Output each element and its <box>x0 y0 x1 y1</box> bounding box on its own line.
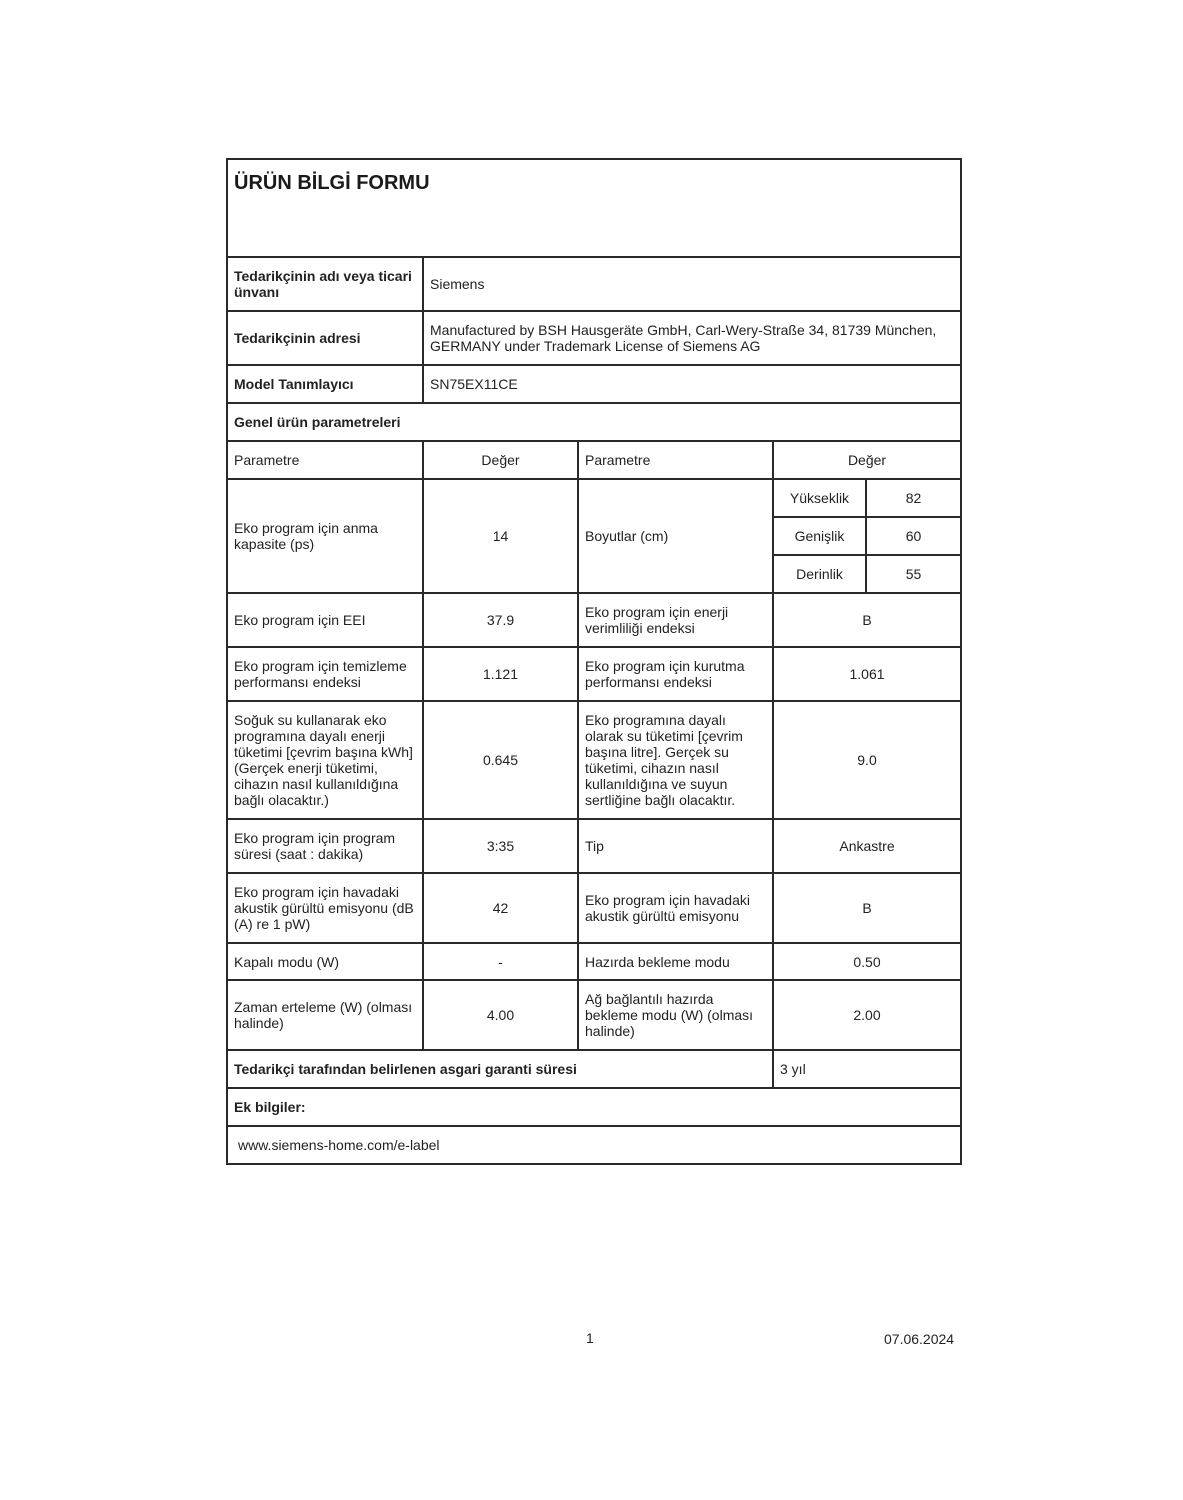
value-cell: 2.00 <box>773 980 961 1050</box>
warranty-value: 3 yıl <box>773 1050 961 1088</box>
supplier-name-label: Tedarikçinin adı veya ticari ünvanı <box>227 257 423 311</box>
param-cell: Eko program için kurutma performansı endeksi <box>578 647 773 701</box>
table-row <box>227 701 961 819</box>
value-cell: Ankastre <box>773 819 961 873</box>
header-param-1: Parametre <box>227 441 423 479</box>
dimension-value-height: 82 <box>866 479 961 517</box>
header-value-1: Değer <box>423 441 578 479</box>
value-cell: 0.50 <box>773 943 961 980</box>
param-cell: Eko program için havadaki akustik gürültü emisyonu <box>578 873 773 943</box>
supplier-address-value: Manufactured by BSH Hausgeräte GmbH, Carl-Wery-Straße 34, 81739 München, GERMANY under Trademark License of Siemens AG <box>423 311 961 365</box>
additional-info-row <box>227 1088 961 1126</box>
general-section-row <box>227 403 961 441</box>
additional-info-label: Ek bilgiler: <box>227 1088 961 1126</box>
header-param-2: Parametre <box>578 441 773 479</box>
param-cell: Boyutlar (cm) <box>578 479 773 593</box>
warranty-row <box>227 1050 961 1088</box>
model-label: Model Tanımlayıcı <box>227 365 423 403</box>
header-value-2: Değer <box>773 441 961 479</box>
param-cell: Eko programına dayalı olarak su tüketimi [çevrim başına litre]. Gerçek su tüketimi, cihazın nasıl kullanıldığına ve suyun sertliğine bağlı olacaktır. <box>578 701 773 819</box>
dimension-label-height: Yükseklik <box>773 479 866 517</box>
header-row <box>227 441 961 479</box>
param-cell: Eko program için anma kapasite (ps) <box>227 479 423 593</box>
document-date: 07.06.2024 <box>884 1331 955 1347</box>
table-row <box>227 479 961 517</box>
supplier-name-row <box>227 257 961 311</box>
warranty-label: Tedarikçi tarafından belirlenen asgari garanti süresi <box>227 1050 773 1088</box>
general-section-label: Genel ürün parametreleri <box>227 403 961 441</box>
value-cell: - <box>423 943 578 980</box>
table-row <box>227 980 961 1050</box>
value-cell: 42 <box>423 873 578 943</box>
table-row <box>227 593 961 647</box>
param-cell: Zaman erteleme (W) (olması halinde) <box>227 980 423 1050</box>
param-cell: Hazırda bekleme modu <box>578 943 773 980</box>
value-cell: 37.9 <box>423 593 578 647</box>
model-row <box>227 365 961 403</box>
param-cell: Kapalı modu (W) <box>227 943 423 980</box>
param-cell: Tip <box>578 819 773 873</box>
param-cell: Eko program için program süresi (saat : dakika) <box>227 819 423 873</box>
dimension-label-depth: Derinlik <box>773 555 866 593</box>
value-cell: 9.0 <box>773 701 961 819</box>
table-row <box>227 819 961 873</box>
product-info-form <box>226 158 962 1165</box>
value-cell: 14 <box>423 479 578 593</box>
param-cell: Eko program için EEI <box>227 593 423 647</box>
model-value: SN75EX11CE <box>423 365 961 403</box>
page-number: 1 <box>586 1330 594 1346</box>
form-title-cell <box>227 159 961 257</box>
page-title: ÜRÜN BİLGİ FORMU <box>234 172 430 194</box>
supplier-address-row <box>227 311 961 365</box>
dimension-value-width: 60 <box>866 517 961 555</box>
table-row <box>227 647 961 701</box>
dimension-label-width: Genişlik <box>773 517 866 555</box>
url-row <box>227 1126 961 1164</box>
value-cell: 1.061 <box>773 647 961 701</box>
value-cell: 0.645 <box>423 701 578 819</box>
value-cell: 3:35 <box>423 819 578 873</box>
value-cell: 4.00 <box>423 980 578 1050</box>
param-cell: Eko program için enerji verimliliği endeksi <box>578 593 773 647</box>
table-row <box>227 943 961 980</box>
value-cell: B <box>773 593 961 647</box>
param-cell: Soğuk su kullanarak eko programına dayalı enerji tüketimi [çevrim başına kWh] (Gerçek enerji tüketimi, cihazın nasıl kullanıldığına bağlı olacaktır.) <box>227 701 423 819</box>
param-cell: Ağ bağlantılı hazırda bekleme modu (W) (olması halinde) <box>578 980 773 1050</box>
dimension-value-depth: 55 <box>866 555 961 593</box>
table-row <box>227 873 961 943</box>
supplier-name-value: Siemens <box>423 257 961 311</box>
e-label-url: www.siemens-home.com/e-label <box>227 1126 961 1164</box>
param-cell: Eko program için havadaki akustik gürültü emisyonu (dB (A) re 1 pW) <box>227 873 423 943</box>
value-cell: B <box>773 873 961 943</box>
param-cell: Eko program için temizleme performansı endeksi <box>227 647 423 701</box>
value-cell: 1.121 <box>423 647 578 701</box>
supplier-address-label: Tedarikçinin adresi <box>227 311 423 365</box>
